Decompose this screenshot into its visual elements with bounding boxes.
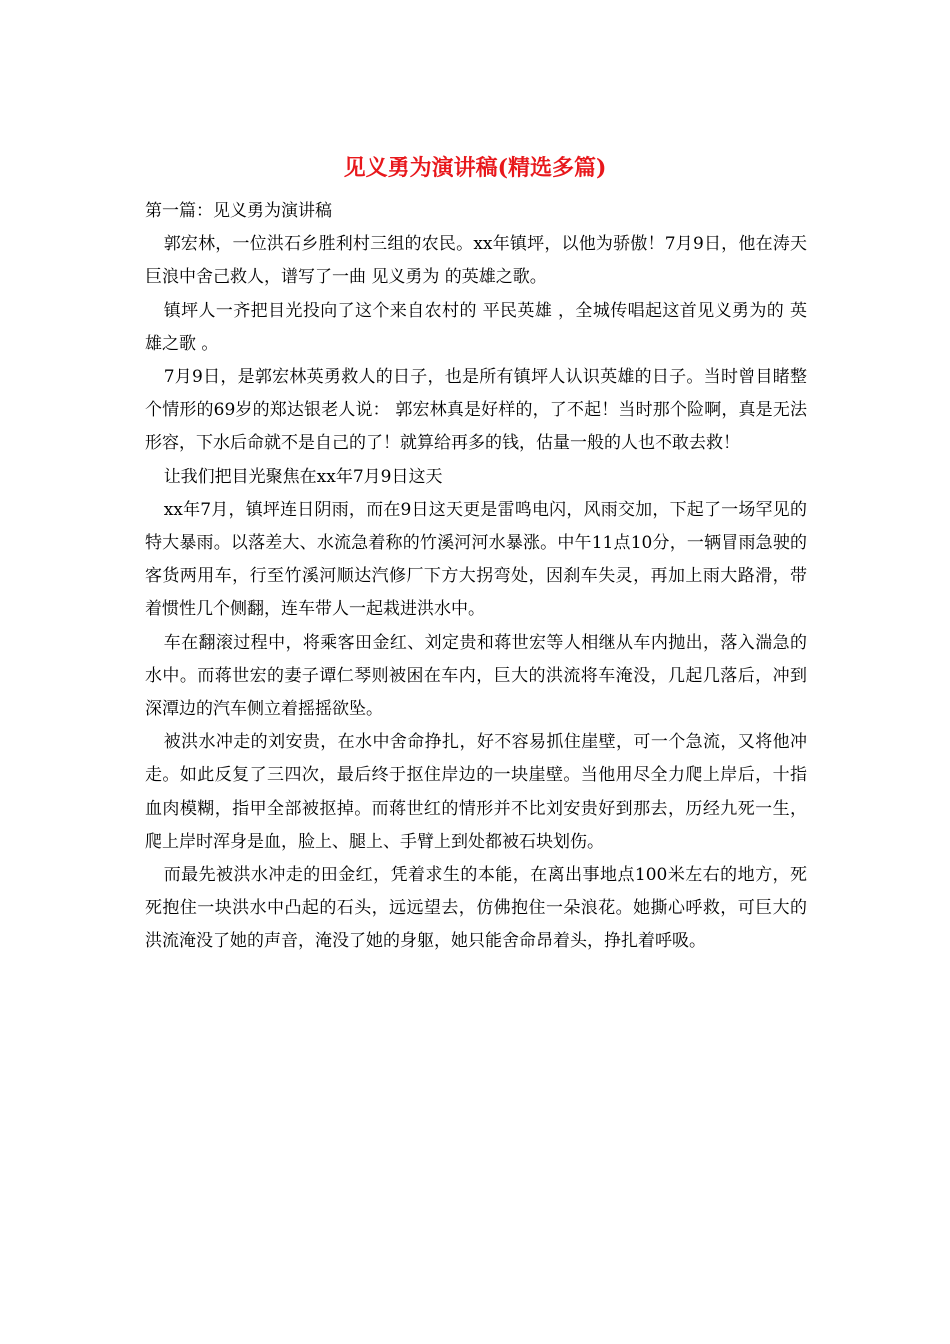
document-body bbox=[145, 195, 807, 959]
paragraph: 让我们把目光聚焦在xx年7月9日这天 bbox=[163, 466, 443, 487]
paragraph: 郭宏林，一位洪石乡胜利村三组的农民。xx年镇坪，以他为骄傲！7月9日，他在涛天巨浪中舍己救人，谱写了一曲 见义勇为 的英雄之歌。 bbox=[145, 234, 807, 288]
paragraph: 被洪水冲走的刘安贵，在水中舍命挣扎，好不容易抓住崖壁，可一个急流，又将他冲走。如此反复了三四次，最后终于抠住岸边的一块崖壁。当他用尽全力爬上岸后，十指血肉模糊，指甲全部被抠掉。而蒋世红的情形并不比刘安贵好到那去，历经九死一生，爬上岸时浑身是血，脸上、腿上、手臂上到处都被石块划伤。 bbox=[145, 732, 807, 852]
paragraph: 镇坪人一齐把目光投向了这个来自农村的 平民英雄 ，全城传唱起这首见义勇为的 英雄之歌 。 bbox=[145, 300, 807, 354]
paragraph: 车在翻滚过程中，将乘客田金红、刘定贵和蒋世宏等人相继从车内抛出，落入湍急的水中。而蒋世宏的妻子谭仁琴则被困在车内，巨大的洪流将车淹没，几起几落后，冲到深潭边的汽车侧立着摇摇欲坠。 bbox=[145, 632, 807, 720]
paragraph: xx年7月，镇坪连日阴雨，而在9日这天更是雷鸣电闪，风雨交加，下起了一场罕见的特大暴雨。以落差大、水流急着称的竹溪河河水暴涨。中午11点10分，一辆冒雨急驶的客货两用车，行至竹溪河顺达汽修厂下方大拐弯处，因刹车失灵，再加上雨大路滑，带着惯性几个侧翻，连车带人一起栽进洪水中。 bbox=[145, 499, 807, 620]
section-heading: 第一篇：见义勇为演讲稿 bbox=[145, 201, 332, 221]
document-title: 见义勇为演讲稿(精选多篇) bbox=[343, 155, 607, 181]
paragraph: 7月9日，是郭宏林英勇救人的日子，也是所有镇坪人认识英雄的日子。当时曾目睹整个情形的69岁的郑达银老人说： 郭宏林真是好样的，了不起！当时那个险啊，真是无法形容，下水后命就不是自己的了！就算给再多的钱，估量一般的人也不敢去救！ bbox=[145, 367, 807, 454]
paragraph: 而最先被洪水冲走的田金红，凭着求生的本能，在离出事地点100米左右的地方，死死抱住一块洪水中凸起的石头，远远望去，仿佛抱住一朵浪花。她撕心呼救，可巨大的洪流淹没了她的声音，淹没了她的身躯，她只能舍命昂着头，挣扎着呼吸。 bbox=[145, 865, 807, 952]
